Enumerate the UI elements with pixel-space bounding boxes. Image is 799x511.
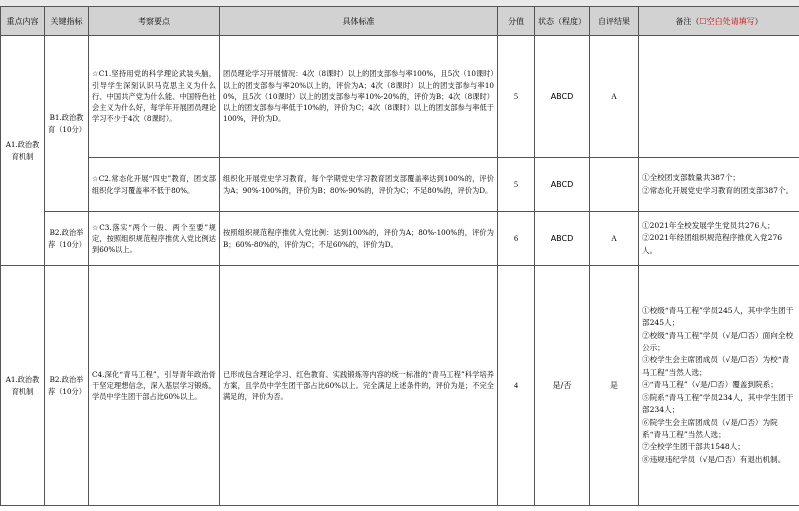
assessment-point-cell: C4.深化“青马工程”，引导青年政治骨干坚定理想信念，深入基层学习锻炼，学员中学生团干部占比60%以上。 (89, 266, 220, 506)
evaluation-table (0, 6, 799, 506)
table-row (1, 158, 799, 212)
standard-cell: 组织化开展党史学习教育，每个学期党史学习教育团支部覆盖率达到100%的，评价为A；90%-100%的，评价为B；80%-90%的，评价为C；不足80%的，评价为D。 (220, 158, 498, 212)
indicator-cell: B2.政治举荐（10分） (45, 266, 89, 506)
state-cell: ABCD (535, 212, 590, 266)
remark-line: ⑤院系“青马工程”学员234人，其中学生团干部234人； (642, 392, 794, 415)
header-state: 状态（程度） (535, 7, 590, 36)
remark-line: ⑧违规违纪学员（√是/☐否）有退出机制。 (642, 454, 786, 464)
standard-cell: 团员理论学习开展情况：4次（8课时）以上的团支部参与率100%，且5次（10课时）以上的团支部参与率20%以上的，评价为A；4次（8课时）以上的团支部参与率100%，且5次（10课时）以上的团支部参与率10%-20%的，评价为B；4次（8课时）以上的团支部参与率低于10%的，评价为C；4次（8课时）以上的团支部参与率低于100%，评价为D。 (220, 36, 498, 158)
header-row (1, 7, 799, 36)
header-focus: 重点内容 (1, 7, 45, 36)
state-cell: 是/否 (535, 266, 590, 506)
header-remark (639, 7, 799, 36)
header-assessment: 考察要点 (89, 7, 220, 36)
remark-line: ③校学生会主席团成员（√是/☐否）为校“青马工程”当然人选； (642, 355, 790, 377)
table-row (1, 36, 799, 158)
header-score: 分值 (498, 7, 535, 36)
score-cell: 5 (498, 36, 535, 158)
standard-cell: 按照组织规范程序推优入党比例：达到100%的，评价为A；80%-100%的，评价为B；60%-80%的，评价为C；不足60%的，评价为D。 (220, 212, 498, 266)
remark-cell[interactable] (639, 266, 799, 506)
remark-line: ④“青马工程”（√是/☐否）覆盖到院系； (642, 380, 778, 390)
remark-line: ①全校团支部数量共387个； (642, 173, 741, 183)
remark-line: ②校级“青马工程”学员（√是/☐否）面向全校公示； (642, 330, 794, 353)
remark-line: ①校级“青马工程”学员245人，其中学生团干部245人； (642, 305, 794, 328)
assessment-point-cell: ☆C3.落实“两个一般、两个至要”规定，按照组织规范程序推优入党比例达到60%以上。 (89, 212, 220, 266)
table-row (1, 212, 799, 266)
score-cell: 5 (498, 158, 535, 212)
score-cell: 4 (498, 266, 535, 506)
remark-cell[interactable] (639, 36, 799, 158)
header-remark-close: ） (754, 16, 763, 26)
table-row (1, 266, 799, 506)
remark-line: ⑦全校学生团干部共1548人； (642, 442, 745, 452)
remark-cell[interactable] (639, 158, 799, 212)
header-remark-label: 备注（ (675, 16, 700, 26)
indicator-cell: B1.政治教育（10分） (45, 36, 89, 212)
self-eval-cell: A (590, 36, 639, 158)
remark-line: ②2021年经团组织规范程序推优入党276人。 (642, 233, 783, 255)
header-remark-hint: ☐空白处请填写 (699, 16, 755, 26)
remark-line: ①2021年全校发展学生党员共276人； (642, 220, 775, 230)
header-key-indicator: 关键指标 (45, 7, 89, 36)
self-eval-cell: A (590, 212, 639, 266)
state-cell: ABCD (535, 36, 590, 158)
self-eval-cell: 是 (590, 266, 639, 506)
header-standard: 具体标准 (220, 7, 498, 36)
score-cell: 6 (498, 212, 535, 266)
remark-cell[interactable] (639, 212, 799, 266)
assessment-point-cell: ☆C2.常态化开展“四史”教育，团支部组织化学习覆盖率不低于80%。 (89, 158, 220, 212)
remark-line: ②常态化开展党史学习教育的团支部387个。 (642, 185, 794, 195)
state-cell: ABCD (535, 158, 590, 212)
focus-cell: A1.政治教育机制 (1, 36, 45, 266)
header-self-eval: 自评结果 (590, 7, 639, 36)
focus-cell: A1.政治教育机制 (1, 266, 45, 506)
self-eval-cell (590, 158, 639, 212)
standard-cell: 已形成包含理论学习、红色教育、实践锻炼等内容的统一标准的“青马工程”科学培养方案，且学员中学生团干部占比60%以上。完全满足上述条件的，评价为是；不完全满足的，评价为否。 (220, 266, 498, 506)
assessment-point-cell: ☆C1.坚持用党的科学理论武装头脑，引导学生深刻认识马克思主义为什么行、中国共产党为什么能、中国特色社会主义为什么好，每学年开展团员理论学习不少于4次（8课时）。 (89, 36, 220, 158)
remark-line: ⑥院学生会主席团成员（√是/☐否）为院系“青马工程”当然人选； (642, 417, 778, 439)
indicator-cell: B2.政治举荐（10分） (45, 212, 89, 266)
